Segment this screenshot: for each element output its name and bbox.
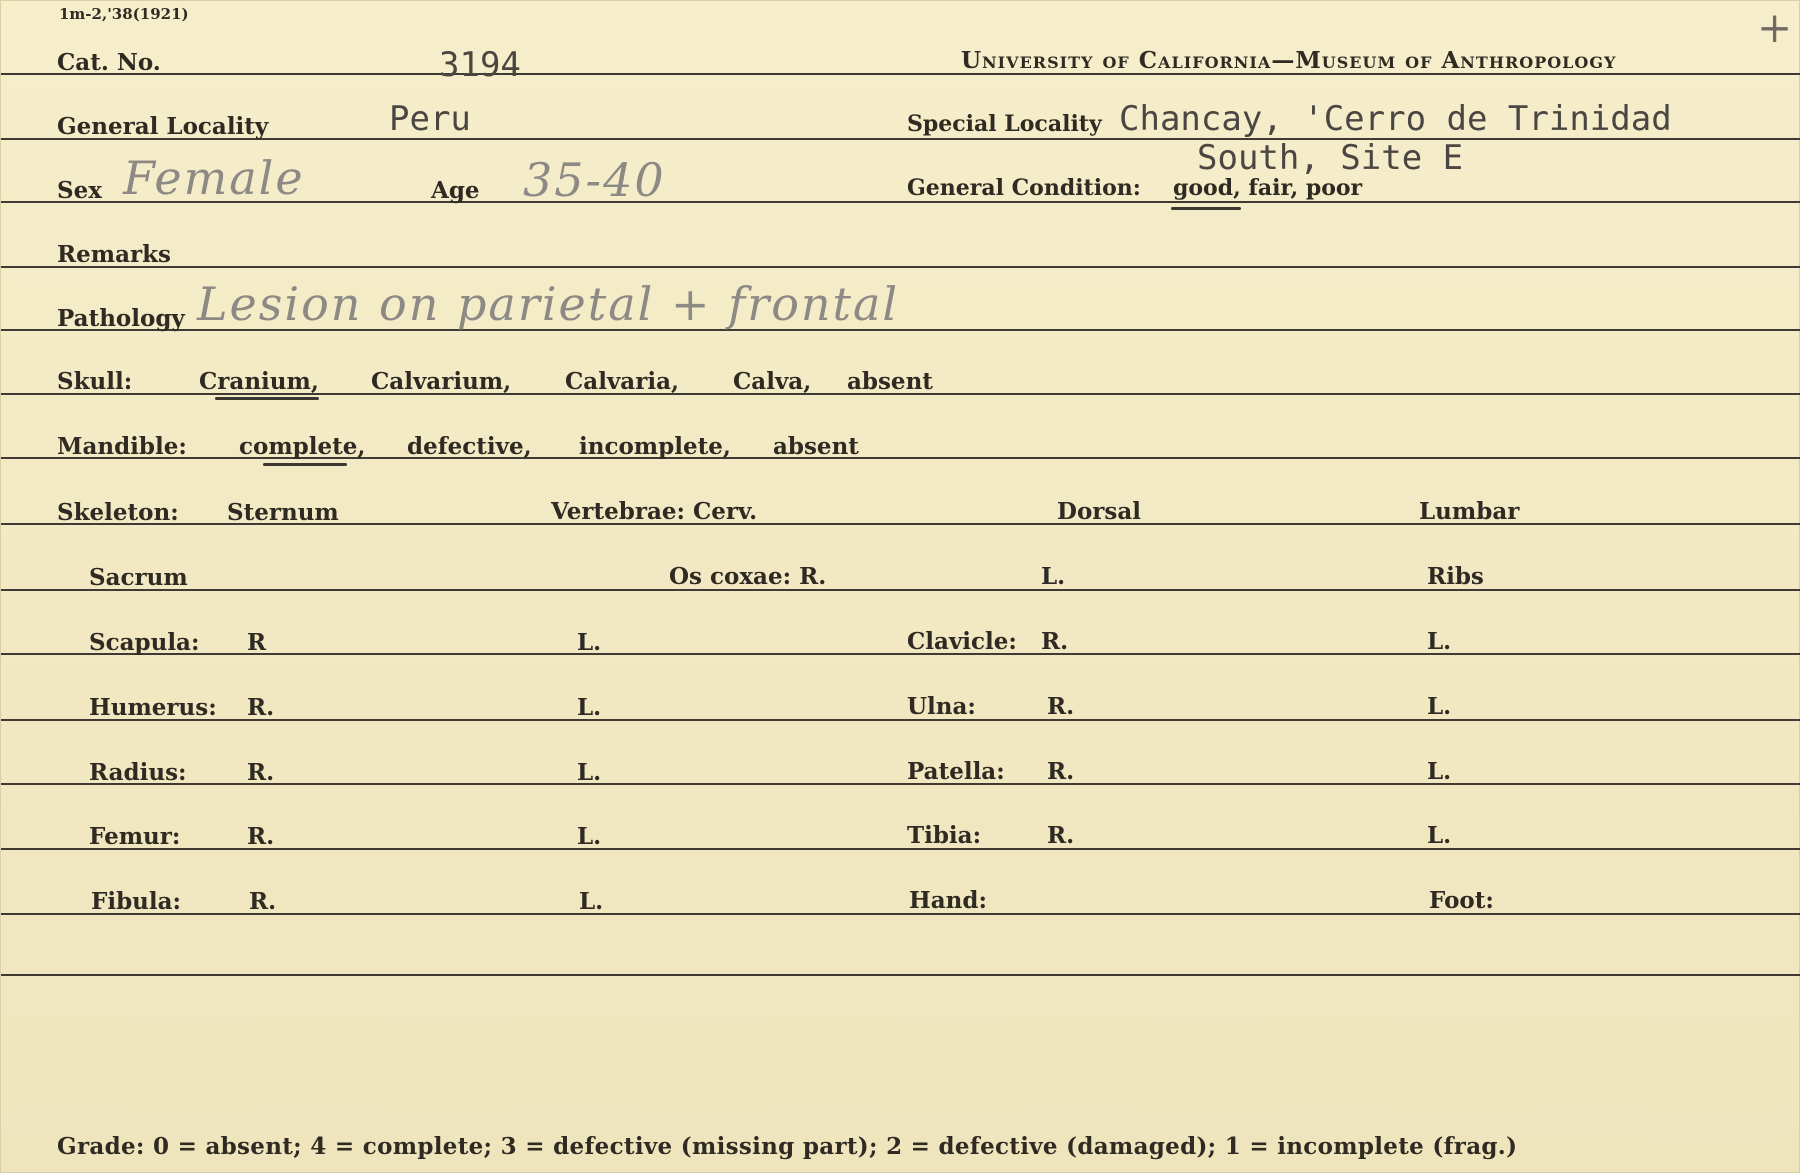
- ulna-label: Ulna:: [907, 693, 976, 720]
- ulna-left: L.: [1427, 693, 1452, 720]
- humerus-label: Humerus:: [89, 694, 217, 721]
- scapula-label: Scapula:: [89, 629, 200, 656]
- special-locality-label: Special Locality: [907, 111, 1102, 137]
- patella-label: Patella:: [907, 758, 1005, 785]
- skull-option-cranium: Cranium,: [199, 368, 319, 395]
- general-locality-value: Peru: [389, 99, 471, 139]
- skull-option-calva: Calva,: [733, 368, 812, 395]
- radius-left: L.: [577, 759, 602, 786]
- general-condition-label: General Condition:: [907, 175, 1141, 201]
- patella-right: R.: [1047, 758, 1075, 785]
- os-coxae-left: L.: [1041, 563, 1066, 590]
- tibia-label: Tibia:: [907, 822, 982, 849]
- pathology-label: Pathology: [57, 305, 185, 332]
- sternum-label: Sternum: [227, 499, 339, 526]
- os-coxae-label: Os coxae: R.: [669, 563, 827, 590]
- femur-left: L.: [577, 823, 602, 850]
- mandible-option-incomplete: incomplete,: [579, 433, 731, 460]
- sex-value: Female: [123, 151, 305, 205]
- foot-label: Foot:: [1429, 887, 1494, 914]
- vertebrae-label: Vertebrae: Cerv.: [551, 498, 758, 525]
- rule-line: [1, 266, 1800, 268]
- mandible-selected-underline: [263, 463, 347, 466]
- lumbar-label: Lumbar: [1419, 498, 1520, 525]
- rule-line: [1, 653, 1800, 655]
- general-locality-label: General Locality: [57, 113, 269, 140]
- institution-name: University of California—Museum of Anthropology: [961, 47, 1617, 74]
- special-locality-value-line2: South, Site E: [1197, 138, 1464, 178]
- mandible-option-complete: complete,: [239, 433, 366, 460]
- skeleton-label: Skeleton:: [57, 499, 179, 526]
- scapula-left: L.: [577, 629, 602, 656]
- femur-label: Femur:: [89, 823, 181, 850]
- ribs-label: Ribs: [1427, 563, 1484, 590]
- fibula-label: Fibula:: [91, 888, 182, 915]
- humerus-left: L.: [577, 694, 602, 721]
- age-label: Age: [431, 177, 480, 204]
- general-condition-options: good, fair, poor: [1173, 175, 1363, 201]
- special-locality-value-line1: Chancay, 'Cerro de Trinidad: [1119, 99, 1672, 139]
- hand-label: Hand:: [909, 887, 987, 914]
- pathology-value: Lesion on parietal + frontal: [197, 277, 900, 331]
- femur-right: R.: [247, 823, 275, 850]
- clavicle-left: L.: [1427, 628, 1452, 655]
- grade-key: Grade: 0 = absent; 4 = complete; 3 = defective (missing part); 2 = defective (damaged); 1 = incomplete (frag.): [57, 1133, 1518, 1160]
- dorsal-label: Dorsal: [1057, 498, 1141, 525]
- tibia-right: R.: [1047, 822, 1075, 849]
- sex-label: Sex: [57, 177, 102, 204]
- radius-label: Radius:: [89, 759, 187, 786]
- skull-label: Skull:: [57, 368, 133, 395]
- mandible-option-defective: defective,: [407, 433, 532, 460]
- fibula-right: R.: [249, 888, 277, 915]
- clavicle-label: Clavicle:: [907, 628, 1017, 655]
- cat-no-value: 3194: [439, 45, 521, 85]
- mandible-option-absent: absent: [773, 433, 859, 460]
- mandible-label: Mandible:: [57, 433, 187, 460]
- skull-option-absent: absent: [847, 368, 933, 395]
- patella-left: L.: [1427, 758, 1452, 785]
- radius-right: R.: [247, 759, 275, 786]
- ulna-right: R.: [1047, 693, 1075, 720]
- clavicle-right: R.: [1041, 628, 1069, 655]
- corner-mark: +: [1757, 3, 1793, 52]
- skull-option-calvarium: Calvarium,: [371, 368, 512, 395]
- skull-selected-underline: [215, 397, 319, 400]
- rule-line: [1, 589, 1800, 591]
- skull-option-calvaria: Calvaria,: [565, 368, 679, 395]
- cat-no-label: Cat. No.: [57, 49, 161, 76]
- fibula-left: L.: [579, 888, 604, 915]
- humerus-right: R.: [247, 694, 275, 721]
- age-value: 35-40: [523, 153, 666, 207]
- condition-selected-underline: [1171, 207, 1241, 210]
- tibia-left: L.: [1427, 822, 1452, 849]
- remarks-label: Remarks: [57, 241, 171, 268]
- rule-line: [1, 974, 1800, 976]
- form-code: 1m-2,'38(1921): [59, 5, 189, 23]
- sacrum-label: Sacrum: [89, 564, 188, 591]
- scapula-right: R: [247, 629, 267, 656]
